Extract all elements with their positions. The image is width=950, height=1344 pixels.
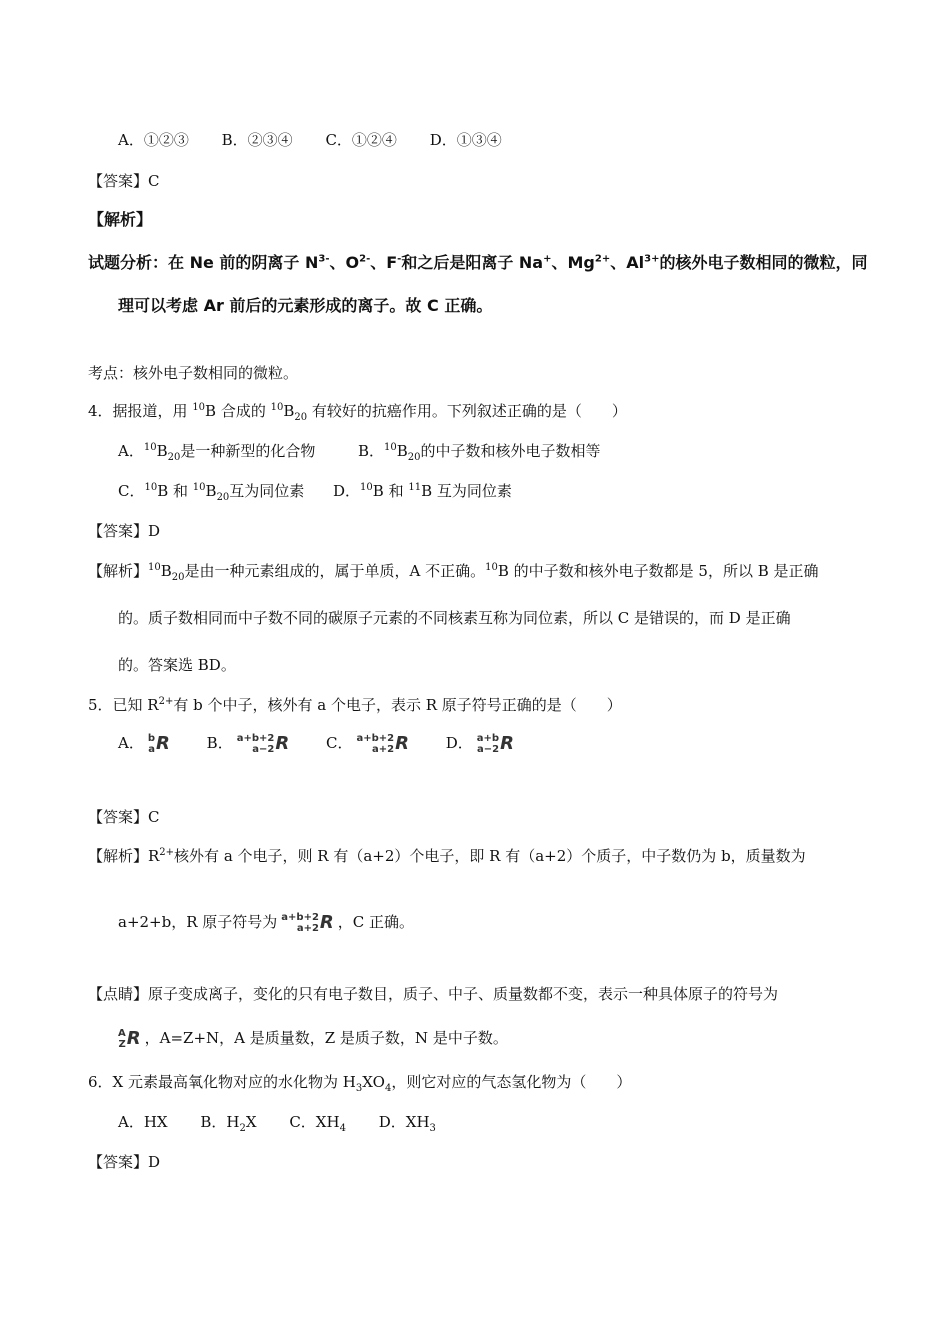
q3-option-b: B．②③④ bbox=[221, 131, 293, 149]
q5-answer: 【答案】C bbox=[88, 808, 160, 826]
q6-answer: 【答案】D bbox=[88, 1153, 161, 1171]
q5-dianjing-line2: A Z R ，A=Z+N，A 是质量数，Z 是质子数，N 是中子数。 bbox=[118, 1028, 508, 1050]
q4-analysis-line2: 的。质子数相同而中子数不同的碳原子元素的不同核素互称为同位素，所以 C 是错误的，而 D 是正确 bbox=[118, 609, 791, 627]
q5-analysis-line2: a+2+b，R 原子符号为 a+b+2 a+2 R ，C 正确。 bbox=[118, 912, 415, 934]
q5-option-d: D． a+b a−2 R bbox=[445, 733, 514, 755]
q5-option-a: A． b a R bbox=[118, 733, 170, 755]
q3-answer: 【答案】C bbox=[88, 172, 160, 190]
q4-analysis-line3: 的。答案选 BD。 bbox=[118, 656, 236, 674]
q4-answer: 【答案】D bbox=[88, 522, 161, 540]
q5-option-c: C． a+b+2 a+2 R bbox=[325, 733, 409, 755]
q5-option-b: B． a+b+2 a−2 R bbox=[206, 733, 290, 755]
q3-option-a: A．①②③ bbox=[118, 131, 189, 149]
q3-kaodian: 考点：核外电子数相同的微粒。 bbox=[88, 364, 299, 382]
q6-stem: 6．X 元素最高氧化物对应的水化物为 $H_3XO_4$，则它对应的气态氢化物为（ ） bbox=[88, 1073, 632, 1094]
q6-options bbox=[118, 1113, 436, 1134]
q4-analysis-line1: 【解析】$^{10}B_{20}$是由一种元素组成的，属于单质，A 不正确。$^{10}$B 的中子数和核外电子数都是 5，所以 B 是正确 bbox=[88, 562, 819, 583]
q3-analysis-line1: 试题分析：在 Ne 前的阴离子 $N^{3-}$、$O^{2-}$、F-和之后是阳离子 Na+、$Mg^{2+}$、$Al^{3+}$的核外电子数相同的微粒，同 bbox=[88, 253, 868, 272]
q4-option-c: C．$^{10}$B 和 $^{10}B_{20}$互为同位素 bbox=[118, 482, 305, 503]
q6-option-d: D．$XH_3$ bbox=[378, 1113, 436, 1134]
nuclide-symbol: b a R bbox=[147, 733, 170, 755]
q6-option-c: C．$XH_4$ bbox=[289, 1113, 346, 1134]
q5-options bbox=[118, 733, 518, 755]
nuclide-symbol: a+b+2 a+2 R bbox=[281, 912, 334, 934]
q4-option-d: D．$^{10}$B 和 $^{11}$B 互为同位素 bbox=[333, 482, 512, 500]
q4-option-a: A．$^{10}B_{20}$是一种新型的化合物 bbox=[118, 442, 316, 463]
q4-stem: 4．据报道，用 $^{10}$B 合成的 $^{10}B_{20}$ 有较好的抗癌作用。下列叙述正确的是（ ） bbox=[88, 402, 627, 423]
nuclide-symbol: a+b+2 a+2 R bbox=[356, 733, 409, 755]
q4-option-b: B．$^{10}B_{20}$的中子数和核外电子数相等 bbox=[358, 442, 601, 463]
q3-option-d: D．①③④ bbox=[429, 131, 502, 149]
nuclide-symbol: a+b+2 a−2 R bbox=[236, 733, 290, 755]
nuclide-symbol: a+b a−2 R bbox=[476, 733, 514, 755]
q3-analysis-line2: 理可以考虑 Ar 前后的元素形成的离子。故 C 正确。 bbox=[118, 296, 493, 315]
q6-option-a: A．HX bbox=[118, 1113, 168, 1131]
q5-stem: 5．已知 $R^{2+}$有 b 个中子，核外有 a 个电子，表示 R 原子符号正确的是（ ） bbox=[88, 696, 622, 714]
q3-analysis-heading: 【解析】 bbox=[88, 210, 153, 229]
q3-options bbox=[118, 133, 502, 148]
q5-dianjing-line1: 【点睛】原子变成离子，变化的只有电子数目，质子、中子、质量数都不变，表示一种具体原子的符号为 bbox=[88, 985, 779, 1003]
q6-option-b: B．$H_2X$ bbox=[200, 1113, 257, 1134]
q5-analysis-line1: 【解析】$R^{2+}$核外有 a 个电子，则 R 有（a+2）个电子，即 R 有（a+2）个质子，中子数仍为 b，质量数为 bbox=[88, 847, 806, 865]
nuclide-symbol: A Z R bbox=[118, 1028, 141, 1050]
q3-option-c: C．①②④ bbox=[325, 131, 397, 149]
